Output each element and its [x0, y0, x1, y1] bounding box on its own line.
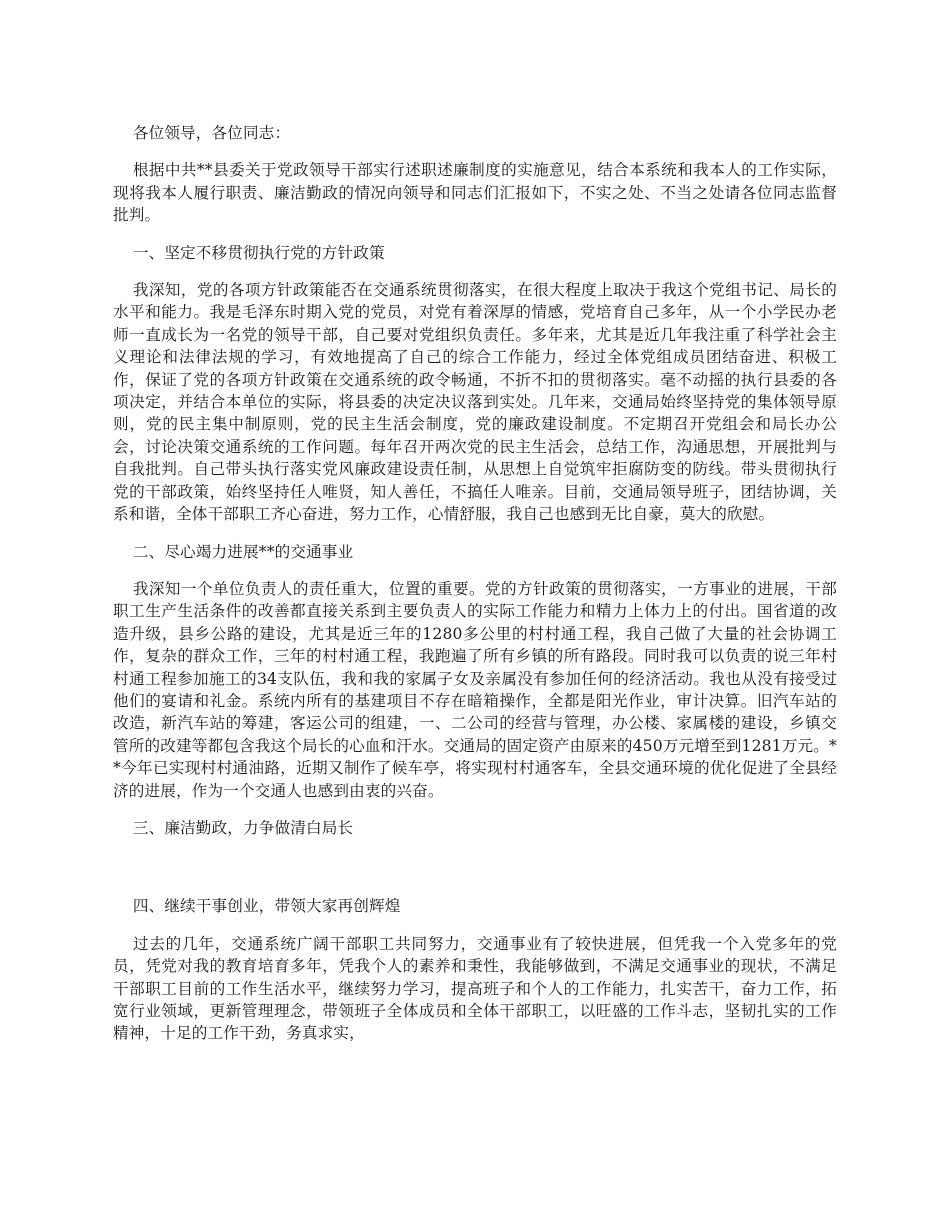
section-4-body: 过去的几年，交通系统广阔干部职工共同努力，交通事业有了较快进展，但凭我一个入党多年的党员，凭党对我的教育培育多年，凭我个人的素养和秉性，我能够做到，不满足交通事业的现状，不满足干部职工目前的工作生活水平，继续努力学习，提高班子和个人的工作能力，扎实苦干，奋力工作，拓宽行业领域，更新管理理念，带领班子全体成员和全体干部职工，以旺盛的工作斗志，坚韧扎实的工作精神，十足的工作干劲，务真求实， — [113, 934, 837, 1043]
section-1-body: 我深知，党的各项方针政策能否在交通系统贯彻落实，在很大程度上取决于我这个党组书记、局长的水平和能力。我是毛泽东时期入党的党员，对党有着深厚的情感，党培育自己多年，从一个小学民办老师一直成长为一名党的领导干部，自己要对党组织负责任。多年来，尤其是近几年我注重了科学社会主义理论和法律法规的学习，有效地提高了自己的综合工作能力，经过全体党组成员团结奋进、积极工作，保证了党的各项方针政策在交通系统的政令畅通，不折不扣的贯彻落实。毫不动摇的执行县委的各项决定，并结合本单位的实际，将县委的决定决议落到实处。几年来，交通局始终坚持党的集体领导原则，党的民主集中制原则，党的民主生活会制度，党的廉政建设制度。不定期召开党组会和局长办公会，讨论决策交通系统的工作问题。每年召开两次党的民主生活会，总结工作，沟通思想，开展批判与自我批判。自己带头执行落实党风廉政建设责任制，从思想上自觉筑牢拒腐防变的防线。带头贯彻执行党的干部政策，始终坚持任人唯贤，知人善任，不搞任人唯亲。目前，交通局领导班子，团结协调，关系和谐，全体干部职工齐心奋进，努力工作，心情舒服，我自己也感到无比自豪，莫大的欣慰。 — [113, 281, 837, 524]
section-3-title: 三、廉洁勤政，力争做清白局长 — [132, 818, 354, 837]
section-4-title: 四、继续干事创业，带领大家再创辉煌 — [132, 897, 401, 916]
intro-paragraph: 根据中共**县委关于党政领导干部实行述职述廉制度的实施意见，结合本系统和我本人的工作实际，现将我本人履行职责、廉洁勤政的情况向领导和同志们汇报如下，不实之处、不当之处请各位同志监督批判。 — [113, 161, 837, 225]
greeting: 各位领导，各位同志： — [132, 124, 291, 142]
section-1-title: 一、坚定不移贯彻执行党的方针政策 — [132, 243, 385, 262]
section-3-empty-space — [113, 854, 837, 895]
section-2-body: 我深知一个单位负责人的责任重大，位置的重要。党的方针政策的贯彻落实，一方事业的进展，干部职工生产生活条件的改善都直接关系到主要负责人的实际工作能力和精力上体力上的付出。国省道的改造升级，县乡公路的建设，尤其是近三年的1280多公里的村村通工程，我自己做了大量的社会协调工作，复杂的群众工作，三年的村村通工程，我跑遍了所有乡镇的所有路段。同时我可以负责的说三年村村通工程参加施工的34支队伍，我和我的家属子女及亲属没有参加任何的经济活动。我也从没有接受过他们的宴请和礼金。系统内所有的基建项目不存在暗箱操作，全都是阳光作业，审计决算。旧汽车站的改造，新汽车站的筹建，客运公司的组建，一、二公司的经营与管理，办公楼、家属楼的建设，乡镇交管所的改建等都包含我这个局长的心血和汗水。交通局的固定资产由原来的450万元增至到1281万元。**今年已实现村村通油路，近期又制作了候车亭，将实现村村通客车，全县交通环境的优化促进了全县经济的进展，作为一个交通人也感到由衷的兴奋。 — [113, 579, 837, 800]
document-page — [113, 122, 837, 1060]
section-2-title: 二、尽心竭力进展**的交通事业 — [132, 542, 354, 561]
